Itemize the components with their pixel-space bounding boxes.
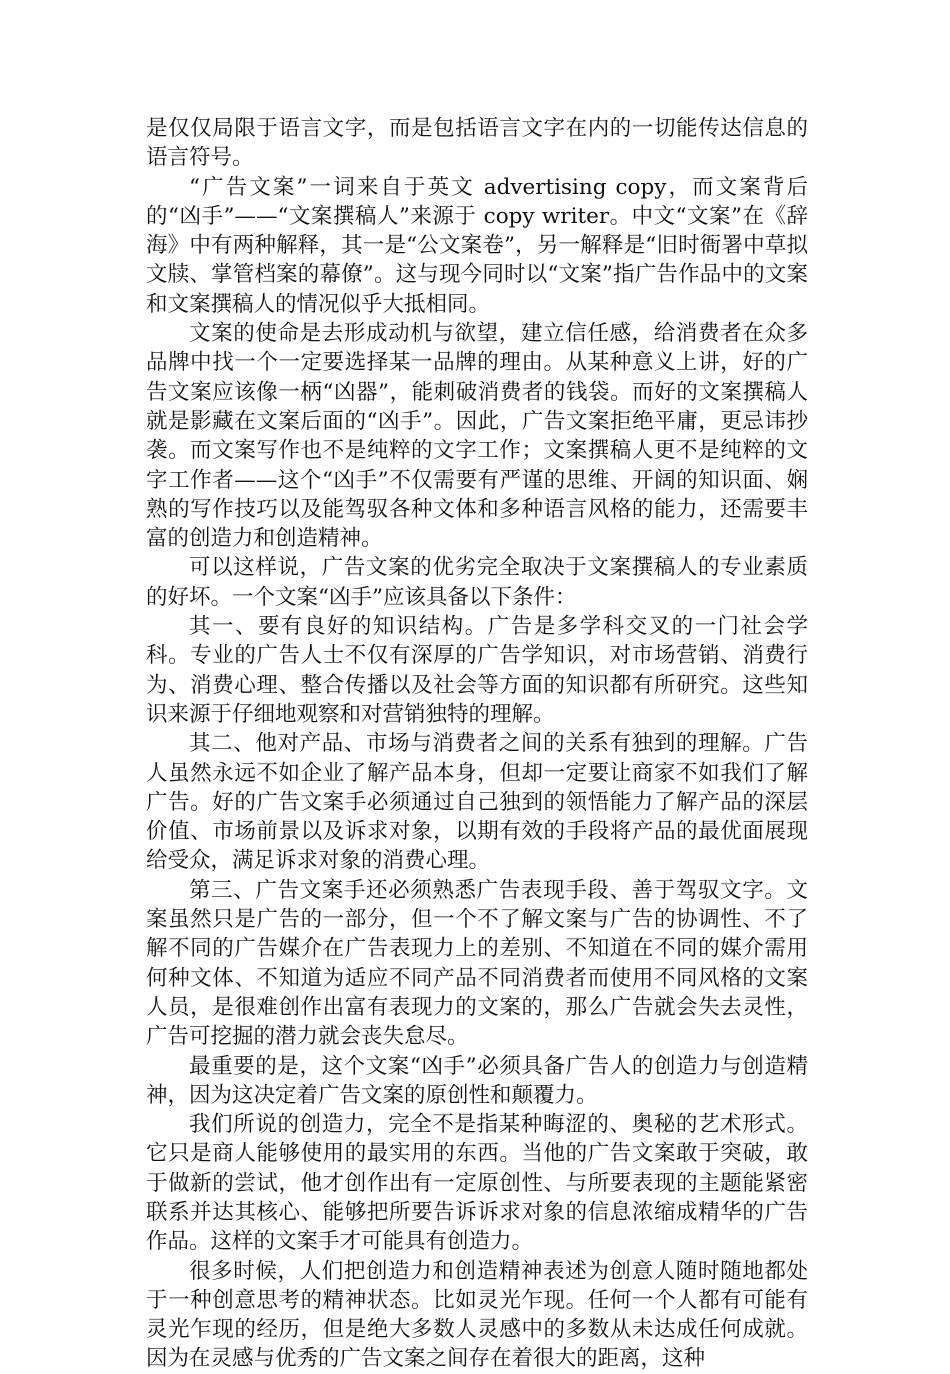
paragraph-creativity: 我们所说的创造力，完全不是指某种晦涩的、奥秘的艺术形式。它只是商人能够使用的最实用的东西。当他的广告文案敢于突破，敢于做新的尝试，他才创作出有一定原创性、与所要表现的主题能紧密联系并达其核心、能够把所要告诉诉求对象的信息浓缩成精华的广告作品。这样的文案手才可能具有创造力。 [146, 1112, 808, 1255]
paragraph-condition-three: 第三、广告文案手还必须熟悉广告表现手段、善于驾驭文字。文案虽然只是广告的一部分，但一个不了解文案与广告的协调性、不了解不同的广告媒介在广告表现力上的差别、不知道在不同的媒介需用何种文体、不知道为适应不同产品不同消费者而使用不同风格的文案人员，是很难创作出富有表现力的文案的，那么广告就会失去灵性，广告可挖掘的潜力就会丧失怠尽。 [146, 877, 808, 1050]
paragraph-copy-mission: 文案的使命是去形成动机与欲望，建立信任感，给消费者在众多品牌中找一个一定要选择某一品牌的理由。从某种意义上讲，好的广告文案应该像一柄“凶器”，能刺破消费者的钱袋。而好的文案撰稿人就是影藏在文案后面的“凶手”。因此，广告文案拒绝平庸，更忌讳抄袭。而文案写作也不是纯粹的文字工作；文案撰稿人更不是纯粹的文字工作者——这个“凶手”不仅需要有严谨的思维、开阔的知识面、娴熟的写作技巧以及能驾驭各种文体和多种语言风格的能力，还需要丰富的创造力和创造精神。 [146, 321, 808, 552]
document-body [146, 114, 808, 1374]
paragraph-continuation: 是仅仅局限于语言文字，而是包括语言文字在内的一切能传达信息的语言符号。 [146, 116, 808, 171]
paragraph-condition-one: 其一、要有良好的知识结构。广告是多学科交叉的一门社会学科。专业的广告人士不仅有深厚的广告学知识，对市场营销、消费行为、消费心理、整合传播以及社会等方面的知识都有所研究。这些知识来源于仔细地观察和对营销独特的理解。 [146, 614, 808, 727]
paragraph-inspiration: 很多时候，人们把创造力和创造精神表述为创意人随时随地都处于一种创意思考的精神状态。比如灵光乍现。任何一个人都有可能有灵光乍现的经历，但是绝大多数人灵感中的多数从未达成任何成就。因为在灵感与优秀的广告文案之间存在着很大的距离，这种 [146, 1258, 808, 1372]
paragraph-copywriter-quality: 可以这样说，广告文案的优劣完全取决于文案撰稿人的专业素质的好坏。一个文案“凶手”应该具备以下条件： [146, 555, 808, 610]
paragraph-condition-two: 其二、他对产品、市场与消费者之间的关系有独到的理解。广告人虽然永远不如企业了解产品本身，但却一定要让商家不如我们了解广告。好的广告文案手必须通过自己独到的领悟能力了解产品的深层价值、市场前景以及诉求对象，以期有效的手段将产品的最优面展现给受众，满足诉求对象的消费心理。 [146, 731, 808, 874]
paragraph-copy-definition: “广告文案”一词来自于英文 advertising copy，而文案背后的“凶手”——“文案撰稿人”来源于 copy writer。中文“文案”在《辞海》中有两种解释，其一是“公文案卷”，另一解释是“旧时衙署中草拟文牍、掌管档案的幕僚”。这与现今同时以“文案”指广告作品中的文案和文案撰稿人的情况似乎大抵相同。 [146, 174, 808, 317]
paragraph-most-important: 最重要的是，这个文案“凶手”必须具备广告人的创造力与创造精神，因为这决定着广告文案的原创性和颠覆力。 [146, 1053, 808, 1108]
